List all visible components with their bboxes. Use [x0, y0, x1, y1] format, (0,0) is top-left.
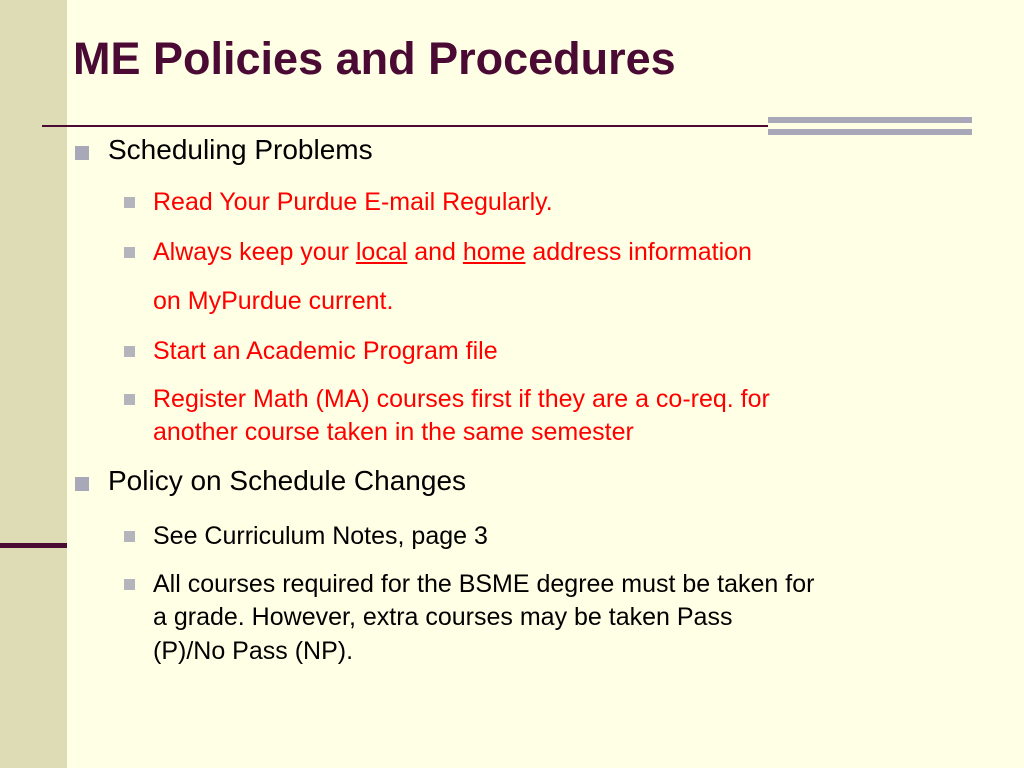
slide-title: ME Policies and Procedures [73, 33, 676, 84]
section-heading-schedule-changes: Policy on Schedule Changes [108, 465, 467, 496]
decorative-gray-bar [768, 117, 972, 135]
item-bsme-grade-line-2: a grade. However, extra courses may be taken Pass [153, 603, 733, 631]
item-bullet-icon [124, 247, 135, 258]
item-address-home: home [462, 238, 526, 266]
item-bullet-icon [124, 346, 135, 357]
item-bullet-icon [124, 579, 135, 590]
item-read-email: Read Your Purdue E-mail Regularly. [153, 188, 553, 216]
item-address-text-1: Always keep your [153, 238, 356, 266]
item-address-info [153, 235, 752, 269]
item-bsme-grade-line-3: (P)/No Pass (NP). [153, 637, 354, 665]
item-bsme-grade-line-1: All courses required for the BSME degree must be taken for [153, 570, 815, 598]
item-academic-program: Start an Academic Program file [153, 337, 498, 365]
left-decorative-bar [0, 0, 67, 768]
title-divider [42, 125, 768, 127]
item-address-text-2: and [407, 238, 463, 266]
item-register-math-line-2: another course taken in the same semester [153, 418, 634, 446]
section-heading-scheduling: Scheduling Problems [108, 134, 373, 165]
item-address-local: local [355, 238, 408, 266]
gray-bar-band-top [768, 117, 972, 123]
gray-bar-band-bottom [768, 129, 972, 135]
left-bar-accent [0, 543, 67, 548]
item-bullet-icon [124, 531, 135, 542]
item-register-math-line-1: Register Math (MA) courses first if they are a co-req. for [153, 385, 770, 413]
item-curriculum-notes: See Curriculum Notes, page 3 [153, 522, 488, 550]
section-bullet-icon [75, 477, 89, 491]
item-address-continuation: on MyPurdue current. [153, 287, 394, 315]
section-bullet-icon [75, 146, 89, 160]
item-bullet-icon [124, 394, 135, 405]
item-bullet-icon [124, 197, 135, 208]
item-address-text-3: address information [525, 238, 752, 266]
